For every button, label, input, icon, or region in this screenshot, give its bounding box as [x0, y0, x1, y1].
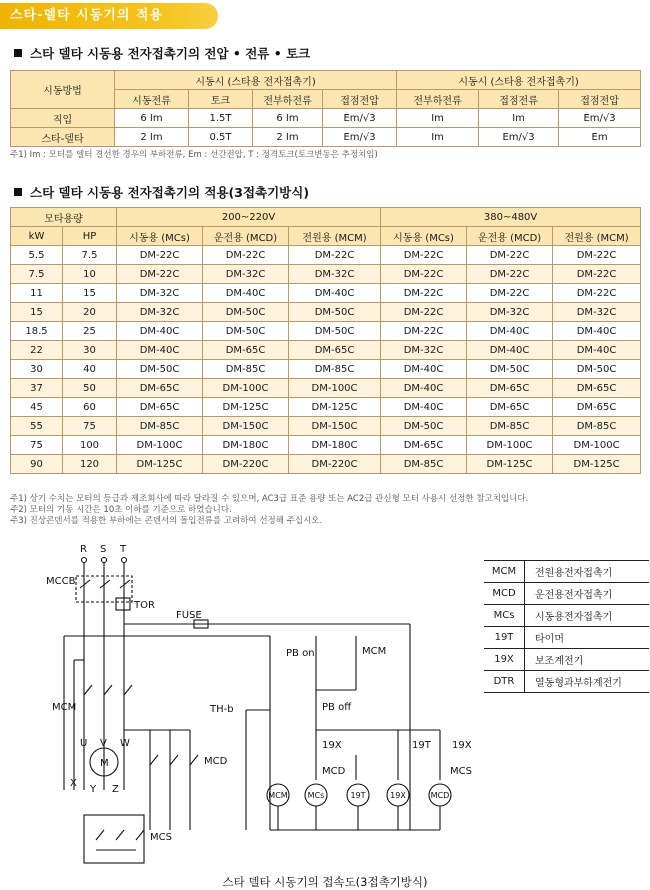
table-row	[11, 128, 641, 147]
label-mcs-aux: MCS	[450, 766, 472, 777]
row-hp: 15	[63, 284, 117, 303]
table-cell: DM-32C	[467, 303, 553, 322]
table-row	[11, 303, 641, 322]
section1-note: 주1) Im : 모터를 델터 결선한 경우의 부하전류, Em : 선간전압, T : 정격토크(토크변동은 추정치임)	[10, 150, 378, 160]
label-y: Y	[90, 784, 97, 795]
header-method: 시동방법	[11, 71, 115, 109]
legend-key: DTR	[484, 671, 525, 693]
table-row	[11, 341, 641, 360]
label-mcs-main: MCS	[150, 832, 172, 843]
legend-key: 19T	[484, 627, 525, 649]
table-cell: DM-65C	[381, 436, 467, 455]
table-row	[11, 417, 641, 436]
legend-row	[484, 605, 649, 627]
table-cell: DM-22C	[553, 284, 641, 303]
legend-value: 타이머	[525, 627, 650, 649]
header-col-4: 운전용 (MCD)	[467, 227, 553, 246]
table-cell: DM-22C	[289, 246, 381, 265]
label-mcd-aux: MCD	[322, 766, 346, 777]
label-thb: TH-b	[210, 704, 234, 715]
row-hp: 75	[63, 417, 117, 436]
label-motor: M	[100, 758, 109, 769]
table-cell: Em/√3	[479, 128, 559, 147]
table-cell: DM-125C	[553, 455, 641, 474]
table-cell: DM-22C	[381, 265, 467, 284]
row-label: 직입	[11, 109, 115, 128]
label-mccb: MCCB	[46, 576, 76, 587]
table-cell: DM-100C	[117, 436, 203, 455]
row-kw: 5.5	[11, 246, 63, 265]
legend-value: 운전용전자접촉기	[525, 583, 650, 605]
table-cell: 2 Im	[253, 128, 323, 147]
row-label: 스타-델타	[11, 128, 115, 147]
section2-title-text: 스타 델타 시동용 전자접촉기의 적용(3접촉기방식)	[30, 185, 310, 200]
header-col-2: 전부하전류	[253, 90, 323, 109]
table-cell: DM-220C	[203, 455, 289, 474]
table-cell: DM-50C	[117, 360, 203, 379]
header-capacity: 모타용량	[11, 208, 117, 227]
header-col-4: 전부하전류	[397, 90, 479, 109]
label-tor: TOR	[134, 600, 155, 611]
table-cell: DM-65C	[117, 398, 203, 417]
coil-mcm: MCM	[268, 791, 288, 800]
legend-key: MCM	[484, 561, 525, 583]
legend-row	[484, 583, 649, 605]
table-cell: DM-65C	[203, 341, 289, 360]
legend-key: MCs	[484, 605, 525, 627]
legend-row	[484, 671, 649, 693]
row-kw: 90	[11, 455, 63, 474]
table-cell: DM-22C	[467, 265, 553, 284]
row-hp: 50	[63, 379, 117, 398]
row-hp: 60	[63, 398, 117, 417]
label-z: Z	[112, 784, 119, 795]
section1-title	[14, 44, 310, 62]
label-19x-contact: 19X	[322, 740, 342, 751]
table-cell: DM-40C	[553, 322, 641, 341]
header-col-5: 접점전류	[479, 90, 559, 109]
row-kw: 11	[11, 284, 63, 303]
label-mcm-main: MCM	[52, 702, 77, 713]
table-cell: DM-40C	[467, 322, 553, 341]
table-cell: DM-180C	[289, 436, 381, 455]
table-cell: DM-40C	[289, 284, 381, 303]
table-cell: DM-65C	[117, 379, 203, 398]
table-cell: DM-65C	[467, 379, 553, 398]
table-cell: DM-85C	[467, 417, 553, 436]
table-cell: DM-40C	[381, 398, 467, 417]
table-cell: DM-32C	[289, 265, 381, 284]
table-cell: DM-40C	[553, 341, 641, 360]
header-380v: 380~480V	[381, 208, 641, 227]
table-row	[11, 360, 641, 379]
table-row	[11, 436, 641, 455]
table-cell: DM-125C	[289, 398, 381, 417]
label-t: T	[120, 544, 127, 555]
table-cell: DM-100C	[289, 379, 381, 398]
table-cell: 1.5T	[189, 109, 253, 128]
legend-value: 전원용전자접촉기	[525, 561, 650, 583]
table-cell: DM-22C	[381, 284, 467, 303]
legend-value: 시동용전자접촉기	[525, 605, 650, 627]
table-cell: DM-65C	[553, 379, 641, 398]
table-cell: DM-85C	[117, 417, 203, 436]
label-s: S	[100, 544, 107, 555]
label-fuse: FUSE	[176, 610, 202, 621]
table-cell: DM-40C	[117, 341, 203, 360]
table-cell: DM-40C	[467, 341, 553, 360]
coil-19x: 19X	[390, 791, 406, 800]
legend-row	[484, 561, 649, 583]
table-cell: DM-22C	[203, 246, 289, 265]
table-cell: Em/√3	[323, 128, 397, 147]
row-hp: 120	[63, 455, 117, 474]
bullet-square-icon	[14, 49, 22, 57]
table-cell: DM-22C	[381, 246, 467, 265]
table-cell: DM-22C	[381, 303, 467, 322]
label-w: W	[120, 738, 130, 749]
legend-key: 19X	[484, 649, 525, 671]
table-cell: Em/√3	[559, 109, 641, 128]
row-kw: 30	[11, 360, 63, 379]
section2-notes	[10, 494, 528, 527]
table-cell: 2 Im	[115, 128, 189, 147]
label-x: X	[70, 778, 77, 789]
table-row	[11, 398, 641, 417]
row-hp: 10	[63, 265, 117, 284]
section1-title-text: 스타 델타 시동용 전자접촉기의 전압 • 전류 • 토크	[30, 46, 311, 61]
table-cell: 0.5T	[189, 128, 253, 147]
table-cell: DM-65C	[467, 398, 553, 417]
row-kw: 18.5	[11, 322, 63, 341]
table-cell: DM-100C	[553, 436, 641, 455]
table-row	[11, 455, 641, 474]
table-cell: DM-85C	[381, 455, 467, 474]
table-cell: DM-40C	[381, 360, 467, 379]
table-cell: DM-32C	[553, 303, 641, 322]
legend-key: MCD	[484, 583, 525, 605]
table-row	[11, 109, 641, 128]
row-hp: 7.5	[63, 246, 117, 265]
table-cell: DM-22C	[381, 322, 467, 341]
diagram-caption: 스타 델타 시동기의 접속도(3접촉기방식)	[222, 875, 428, 889]
table-cell: DM-40C	[381, 379, 467, 398]
note-line: 주3) 진상콘덴서를 적용한 부하에는 콘덴서의 돌입전류를 고려하여 선정해 주십시오.	[10, 516, 323, 526]
table-row	[11, 246, 641, 265]
table-cell: DM-32C	[381, 341, 467, 360]
table-cell: DM-100C	[467, 436, 553, 455]
label-19t-contact: 19T	[412, 740, 431, 751]
row-kw: 55	[11, 417, 63, 436]
table-cell: DM-125C	[203, 398, 289, 417]
row-hp: 20	[63, 303, 117, 322]
table-cell: DM-50C	[553, 360, 641, 379]
header-group2: 시동시 (스타용 전자접촉기)	[397, 71, 641, 90]
table-row	[11, 284, 641, 303]
legend-value: 보조계전기	[525, 649, 650, 671]
header-col-1: 토크	[189, 90, 253, 109]
table-cell: Em	[559, 128, 641, 147]
section-banner: 스타-델타 시동기의 적용	[0, 3, 218, 29]
table-cell: DM-32C	[117, 303, 203, 322]
table-cell: DM-32C	[203, 265, 289, 284]
table-cell: Im	[479, 109, 559, 128]
table-cell: DM-50C	[289, 322, 381, 341]
table-cell: DM-180C	[203, 436, 289, 455]
row-kw: 7.5	[11, 265, 63, 284]
header-col-1: 운전용 (MCD)	[203, 227, 289, 246]
table-cell: Im	[397, 109, 479, 128]
section2-title	[14, 183, 309, 201]
label-u: U	[80, 738, 88, 749]
legend-row	[484, 627, 649, 649]
table-row	[11, 379, 641, 398]
table-cell: DM-22C	[117, 246, 203, 265]
diagram-legend	[484, 560, 649, 693]
label-mcd-main: MCD	[204, 756, 228, 767]
row-kw: 15	[11, 303, 63, 322]
label-19x-contact2: 19X	[452, 740, 472, 751]
label-pb-on: PB on	[286, 648, 315, 659]
header-group1: 시동시 (스타용 전자접촉기)	[115, 71, 397, 90]
voltage-current-torque-table	[10, 70, 641, 147]
table-cell: DM-50C	[289, 303, 381, 322]
coil-mcs: MCs	[307, 791, 325, 800]
table-cell: DM-32C	[117, 284, 203, 303]
header-col-5: 전원용 (MCM)	[553, 227, 641, 246]
table-cell: DM-50C	[467, 360, 553, 379]
row-kw: 22	[11, 341, 63, 360]
row-kw: 75	[11, 436, 63, 455]
table-cell: DM-100C	[203, 379, 289, 398]
header-col-3: 시동용 (MCs)	[381, 227, 467, 246]
label-mcm-aux: MCM	[362, 646, 387, 657]
header-200v: 200~220V	[117, 208, 381, 227]
table-cell: Em/√3	[323, 109, 397, 128]
header-col-3: 접점전압	[323, 90, 397, 109]
table-cell: Im	[397, 128, 479, 147]
coil-mcd: MCD	[430, 791, 450, 800]
table-cell: DM-125C	[467, 455, 553, 474]
note-line: 주1) 상기 수치는 모터의 등급과 제조회사에 따라 달라질 수 있으며, AC3급 표준 용량 또는 AC2급 관신형 모터 사용시 선정한 참고치입니다.	[10, 494, 529, 504]
table-cell: DM-85C	[553, 417, 641, 436]
legend-row	[484, 649, 649, 671]
table-cell: DM-65C	[553, 398, 641, 417]
note-line: 주2) 모터의 기동 시간은 10초 이하를 기준으로 하였습니다.	[10, 505, 232, 515]
row-hp: 25	[63, 322, 117, 341]
table-cell: 6 Im	[115, 109, 189, 128]
table-cell: DM-150C	[289, 417, 381, 436]
table-cell: DM-22C	[117, 265, 203, 284]
table-cell: DM-40C	[117, 322, 203, 341]
table-cell: DM-85C	[203, 360, 289, 379]
header-hp: HP	[63, 227, 117, 246]
table-cell: DM-50C	[203, 303, 289, 322]
header-col-0: 시동용 (MCs)	[117, 227, 203, 246]
table-cell: DM-40C	[203, 284, 289, 303]
label-v: V	[100, 738, 107, 749]
table-cell: DM-50C	[381, 417, 467, 436]
table-cell: DM-85C	[289, 360, 381, 379]
row-hp: 100	[63, 436, 117, 455]
header-col-6: 접점전압	[559, 90, 641, 109]
table-cell: DM-150C	[203, 417, 289, 436]
label-pb-off: PB off	[322, 702, 352, 713]
table-cell: DM-65C	[289, 341, 381, 360]
header-col-0: 시동전류	[115, 90, 189, 109]
table-cell: DM-22C	[553, 265, 641, 284]
header-col-2: 전원용 (MCM)	[289, 227, 381, 246]
table-cell: DM-220C	[289, 455, 381, 474]
bullet-square-icon	[14, 188, 22, 196]
table-cell: DM-22C	[467, 246, 553, 265]
table-cell: DM-125C	[117, 455, 203, 474]
contactor-application-table	[10, 207, 641, 474]
row-kw: 45	[11, 398, 63, 417]
table-row	[11, 265, 641, 284]
label-r: R	[80, 544, 87, 555]
legend-value: 열동형과부하계전기	[525, 671, 650, 693]
table-row	[11, 322, 641, 341]
row-hp: 40	[63, 360, 117, 379]
table-cell: DM-50C	[203, 322, 289, 341]
row-kw: 37	[11, 379, 63, 398]
table-cell: 6 Im	[253, 109, 323, 128]
table-cell: DM-22C	[467, 284, 553, 303]
header-kw: kW	[11, 227, 63, 246]
table-cell: DM-22C	[553, 246, 641, 265]
row-hp: 30	[63, 341, 117, 360]
coil-19t: 19T	[350, 791, 366, 800]
